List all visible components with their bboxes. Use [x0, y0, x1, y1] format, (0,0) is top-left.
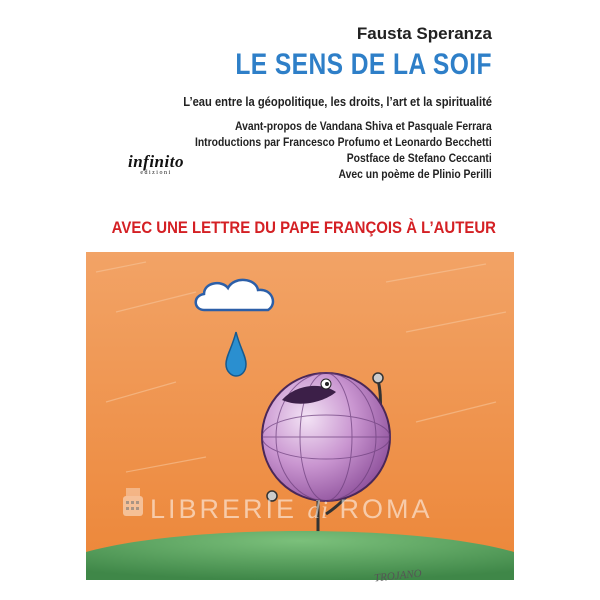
credit-line: Postface de Stefano Ceccanti — [347, 153, 492, 165]
credit-line: Avec un poème de Plinio Perilli — [338, 169, 492, 181]
watermark-word-1: LIBRERIE — [150, 494, 308, 524]
author-name: Fausta Speranza — [356, 24, 492, 43]
banner-text: AVEC UNE LETTRE DU PAPE FRANÇOIS À L’AUTEUR — [111, 218, 496, 237]
watermark-text — [150, 494, 433, 525]
publisher-logo — [128, 152, 184, 176]
credits-block — [162, 119, 492, 183]
pope-letter-banner — [86, 206, 514, 252]
book-subtitle: L’eau entre la géopolitique, les droits, l’art et la spiritualité — [183, 94, 492, 109]
credit-line: Introductions par Francesco Profumo et Leonardo Becchetti — [195, 137, 492, 149]
publisher-name: infinito — [128, 152, 184, 171]
illustrator-signature: TROJANO — [373, 567, 423, 585]
credit-line: Avant-propos de Vandana Shiva et Pasquale Ferrara — [235, 121, 492, 133]
watermark-word-2: di — [307, 497, 329, 524]
publisher-subtitle: edizioni — [140, 170, 172, 176]
watermark-word-3: ROMA — [329, 494, 433, 524]
typewriter-icon — [120, 484, 146, 524]
librerie-di-roma-watermark — [0, 482, 600, 542]
book-title: LE SENS DE LA SOIF — [235, 48, 492, 81]
